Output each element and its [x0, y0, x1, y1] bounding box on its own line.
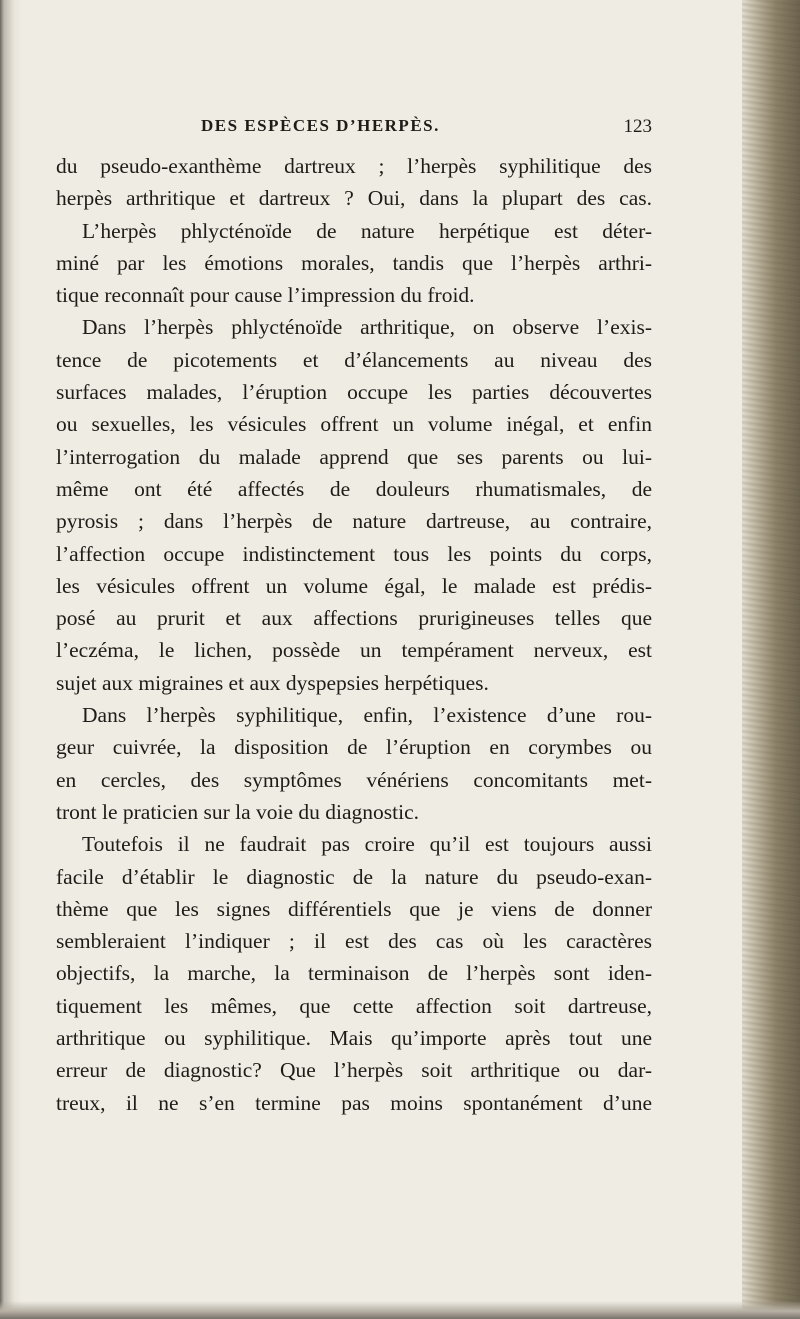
text-line: en cercles, des symptômes vénériens concomitants met- [56, 767, 652, 792]
text-line: tence de picotements et d’élancements au niveau des [56, 347, 652, 372]
text-line: sujet aux migraines et aux dyspepsies herpétiques. [56, 670, 489, 695]
page-header [56, 116, 652, 142]
text-line: geur cuivrée, la disposition de l’éruption en corymbes ou [56, 735, 652, 760]
text-line: même ont été affectés de douleurs rhumatismales, de [56, 476, 652, 501]
text-line: facile d’établir le diagnostic de la nature du pseudo-exan- [56, 864, 652, 889]
body-text [56, 150, 652, 1119]
text-line: les vésicules offrent un volume égal, le malade est prédis- [56, 573, 652, 598]
text-line: herpès arthritique et dartreux ? Oui, dans la plupart des cas. [56, 186, 652, 211]
text-line: tront le praticien sur la voie du diagnostic. [56, 799, 420, 824]
book-page [56, 0, 746, 1319]
text-line: treux, il ne s’en termine pas moins spontanément d’une [56, 1090, 652, 1115]
text-line: Dans l’herpès phlycténoïde arthritique, on observe l’exis- [82, 315, 652, 340]
running-head: DES ESPÈCES D’HERPÈS. [201, 116, 440, 135]
page-number: 123 [623, 116, 652, 137]
scan-right-edge [742, 0, 800, 1319]
text-line: du pseudo-exanthème dartreux ; l’herpès syphilitique des [56, 154, 652, 178]
text-line: sembleraient l’indiquer ; il est des cas où les caractères [56, 929, 652, 954]
text-line: l’affection occupe indistinctement tous les points du corps, [56, 541, 652, 566]
text-line: Dans l’herpès syphilitique, enfin, l’existence d’une rou- [82, 703, 652, 728]
text-line: l’eczéma, le lichen, possède un tempérament nerveux, est [56, 638, 652, 663]
text-line: tiquement les mêmes, que cette affection soit dartreuse, [56, 993, 652, 1018]
text-line: arthritique ou syphilitique. Mais qu’importe après tout une [56, 1026, 652, 1051]
text-line: surfaces malades, l’éruption occupe les parties découvertes [56, 380, 652, 405]
text-line: ou sexuelles, les vésicules offrent un volume inégal, et enfin [56, 412, 652, 437]
scan-left-edge [0, 0, 22, 1319]
text-line: l’interrogation du malade apprend que ses parents ou lui- [56, 444, 652, 469]
text-line: pyrosis ; dans l’herpès de nature dartreuse, au contraire, [56, 509, 652, 534]
text-line: tique reconnaît pour cause l’impression du froid. [56, 283, 475, 308]
text-line: thème que les signes différentiels que je viens de donner [56, 896, 652, 921]
text-line: posé au prurit et aux affections prurigineuses telles que [56, 606, 652, 631]
text-line: Toutefois il ne faudrait pas croire qu’il est toujours aussi [82, 832, 652, 857]
text-line: erreur de diagnostic? Que l’herpès soit arthritique ou dar- [56, 1058, 652, 1083]
text-line: L’herpès phlycténoïde de nature herpétique est déter- [82, 218, 652, 243]
text-line: miné par les émotions morales, tandis que l’herpès arthri- [56, 250, 652, 275]
text-line: objectifs, la marche, la terminaison de l’herpès sont iden- [56, 961, 652, 986]
